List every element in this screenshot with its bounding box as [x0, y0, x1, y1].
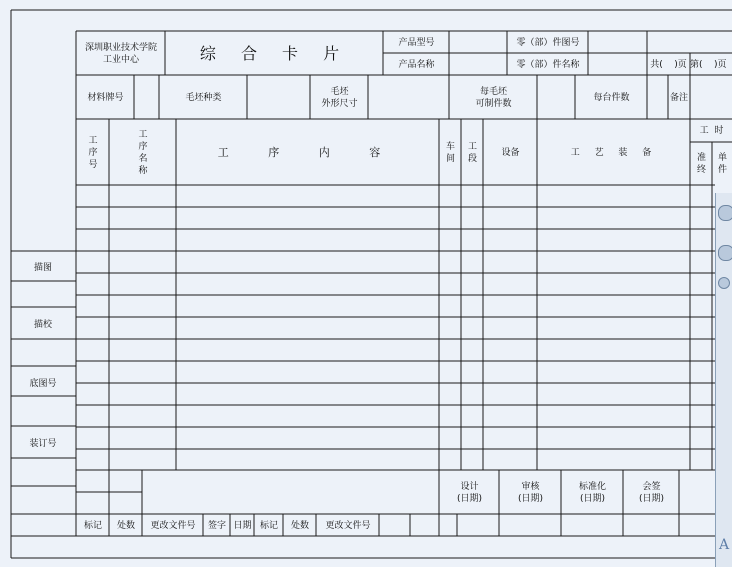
- card-title: 综 合 卡 片: [199, 43, 350, 63]
- page-no-label: 第( )页: [690, 59, 727, 70]
- product-name-label: 产品名称: [398, 59, 435, 70]
- remarks-label: 备注: [669, 92, 688, 103]
- base-drawing-label: 底图号: [29, 379, 57, 389]
- footer-sign-1: 签字: [207, 520, 226, 531]
- step-content-header: 工 序 内 容: [217, 145, 399, 159]
- man-hours-header: 工 时: [699, 126, 724, 136]
- review-label: 审核 (日期): [517, 481, 544, 504]
- org-line1: 深圳职业技术学院: [84, 42, 157, 53]
- step-no-header: 工 序 号: [88, 135, 98, 170]
- prep-end-header: 准 终: [696, 153, 706, 175]
- product-model-label: 产品型号: [398, 37, 435, 48]
- footer-change-doc-2: 更改文件号: [325, 520, 371, 531]
- footer-mark-1: 标记: [83, 520, 102, 531]
- footer-date-1: 日期: [233, 520, 252, 531]
- total-pages-label: 共( )页: [650, 59, 687, 70]
- window-control-icon-3[interactable]: [718, 277, 730, 289]
- trace-label: 描图: [33, 263, 52, 273]
- unit-header: 单 件: [717, 153, 727, 175]
- workshop-header: 车 间: [445, 141, 455, 164]
- window-control-icon-2[interactable]: [718, 245, 732, 261]
- pieces-per-unit-label: 每台件数: [593, 92, 630, 103]
- tooling-header: 工 艺 装 备: [570, 147, 658, 158]
- section-header: 工 段: [467, 141, 477, 164]
- text-tool-icon[interactable]: A: [719, 537, 730, 553]
- overlapping-window-edge[interactable]: [715, 193, 732, 567]
- org-line2: 工业中心: [102, 54, 139, 65]
- material-grade-label: 材料牌号: [87, 92, 124, 103]
- footer-mark-2: 标记: [259, 520, 278, 531]
- equipment-header: 设备: [501, 147, 520, 158]
- part-name-label: 零（部）件名称: [516, 59, 580, 70]
- pieces-per-blank-label: 每毛坯 可制件数: [475, 86, 512, 109]
- proofread-label: 描校: [33, 320, 52, 330]
- footer-change-doc-1: 更改文件号: [150, 520, 196, 531]
- binding-label: 装订号: [29, 439, 57, 449]
- blank-size-label: 毛坯 外形尺寸: [321, 86, 358, 109]
- org-name: [77, 32, 165, 75]
- part-drawing-no-label: 零（部）件图号: [516, 37, 580, 48]
- standardize-label: 标准化 (日期): [578, 481, 606, 504]
- window-control-icon[interactable]: [718, 205, 732, 221]
- countersign-label: 会签 (日期): [638, 481, 665, 504]
- footer-count-1: 处数: [116, 520, 135, 531]
- step-name-header: 工 序 名 称: [138, 129, 148, 176]
- blank-type-label: 毛坯种类: [185, 92, 222, 103]
- design-label: 设计 (日期): [456, 481, 483, 504]
- footer-count-2: 处数: [290, 520, 309, 531]
